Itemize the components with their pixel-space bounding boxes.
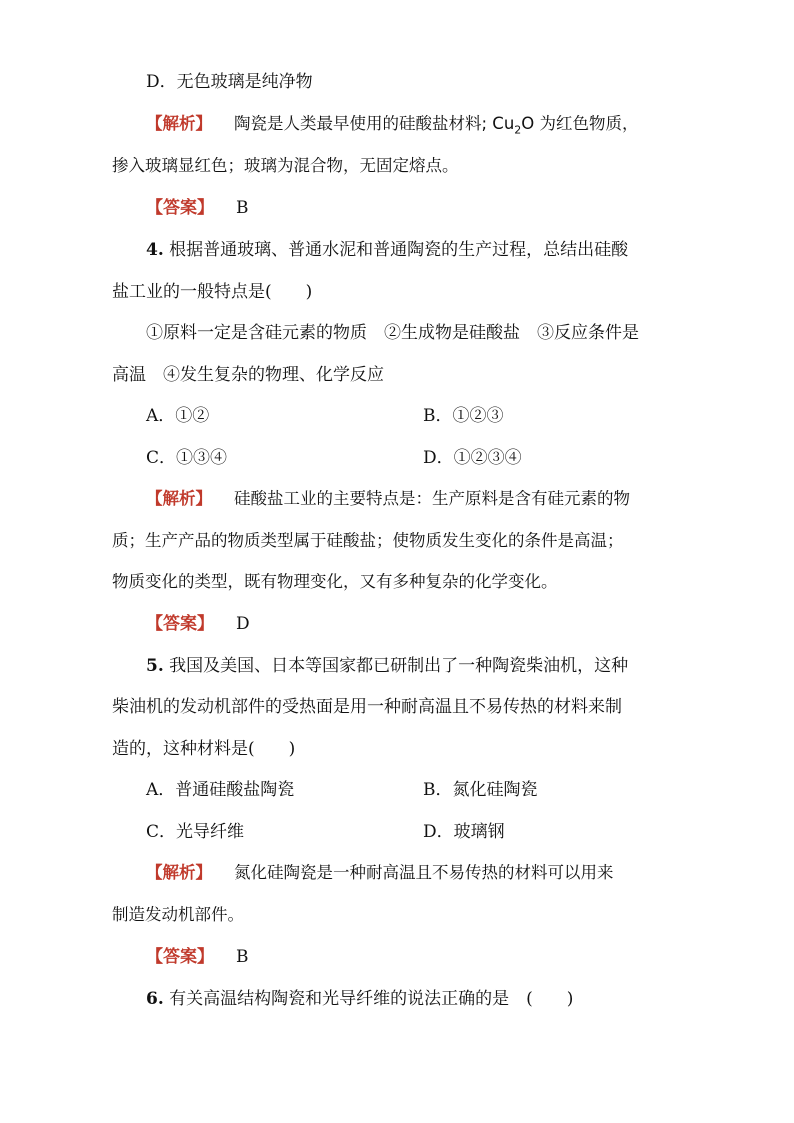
- q3-explanation-line-2: 掺入玻璃显红色；玻璃为混合物，无固定熔点。: [112, 156, 459, 175]
- q4-option-d: D．①②③④: [423, 448, 522, 468]
- q5-option-a: A．普通硅酸盐陶瓷: [146, 780, 295, 800]
- q5-stem-line-1: [146, 654, 628, 678]
- q4-option-a: A．①②: [146, 406, 210, 426]
- answer-label: 【答案】: [146, 947, 214, 967]
- q4-explanation-line-1: [146, 487, 630, 511]
- q5-explanation-text: 氮化硅陶瓷是一种耐高温且不易传热的材料可以用来: [234, 863, 614, 882]
- q5-option-b: B．氮化硅陶瓷: [423, 780, 538, 800]
- explanation-label: 【解析】: [146, 114, 212, 133]
- q3-explanation-text-a: 陶瓷是人类最早使用的硅酸盐材料; Cu: [234, 114, 515, 133]
- q4-conditions-line-2: 高温 ④发生复杂的物理、化学反应: [112, 365, 384, 385]
- q4-answer-value: D: [236, 614, 250, 634]
- q3-answer: [146, 196, 249, 220]
- q4-number: 4.: [146, 240, 164, 260]
- q4-stem-text: 根据普通玻璃、普通水泥和普通陶瓷的生产过程，总结出硅酸: [169, 240, 629, 260]
- q4-conditions-line-1: ①原料一定是含硅元素的物质 ②生成物是硅酸盐 ③反应条件是: [146, 323, 639, 343]
- q4-stem-line-1: [146, 238, 628, 262]
- q6-number: 6.: [146, 989, 164, 1009]
- q5-stem-line-3: 造的，这种材料是( ): [112, 739, 296, 759]
- q4-explanation-text: 硅酸盐工业的主要特点是：生产原料是含有硅元素的物: [234, 489, 630, 508]
- q5-answer-value: B: [236, 947, 249, 967]
- q5-explanation-line-2: 制造发动机部件。: [112, 905, 244, 924]
- q3-explanation-subscript: 2: [514, 123, 522, 137]
- explanation-label: 【解析】: [146, 489, 212, 508]
- q4-stem-line-2: 盐工业的一般特点是( ): [112, 282, 313, 302]
- q5-stem-line-2: 柴油机的发动机部件的受热面是用一种耐高温且不易传热的材料来制: [112, 697, 622, 717]
- q5-option-d: D．玻璃钢: [423, 822, 505, 842]
- explanation-label: 【解析】: [146, 863, 212, 882]
- q4-option-b: B．①②③: [423, 406, 504, 426]
- q6-stem-text: 有关高温结构陶瓷和光导纤维的说法正确的是 ( ): [169, 989, 574, 1009]
- q3-explanation-text-b: O 为红色物质，: [521, 114, 639, 133]
- q4-option-c: C．①③④: [146, 448, 228, 468]
- q5-option-c: C．光导纤维: [146, 822, 245, 842]
- q6-stem-line-1: [146, 987, 573, 1011]
- q4-explanation-line-2: 质；生产产品的物质类型属于硅酸盐；使物质发生变化的条件是高温；: [112, 531, 624, 550]
- q5-answer: [146, 945, 249, 969]
- answer-label: 【答案】: [146, 614, 214, 634]
- q3-explanation-line-1: [146, 112, 639, 142]
- q4-explanation-line-3: 物质变化的类型，既有物理变化，又有多种复杂的化学变化。: [112, 572, 558, 591]
- q5-explanation-line-1: [146, 861, 614, 885]
- previous-option-d: D．无色玻璃是纯净物: [146, 72, 313, 92]
- q4-answer: [146, 612, 250, 636]
- answer-label: 【答案】: [146, 198, 214, 218]
- q5-number: 5.: [146, 656, 164, 676]
- q3-answer-value: B: [236, 198, 249, 218]
- q5-stem-text: 我国及美国、日本等国家都已研制出了一种陶瓷柴油机，这种: [169, 656, 629, 676]
